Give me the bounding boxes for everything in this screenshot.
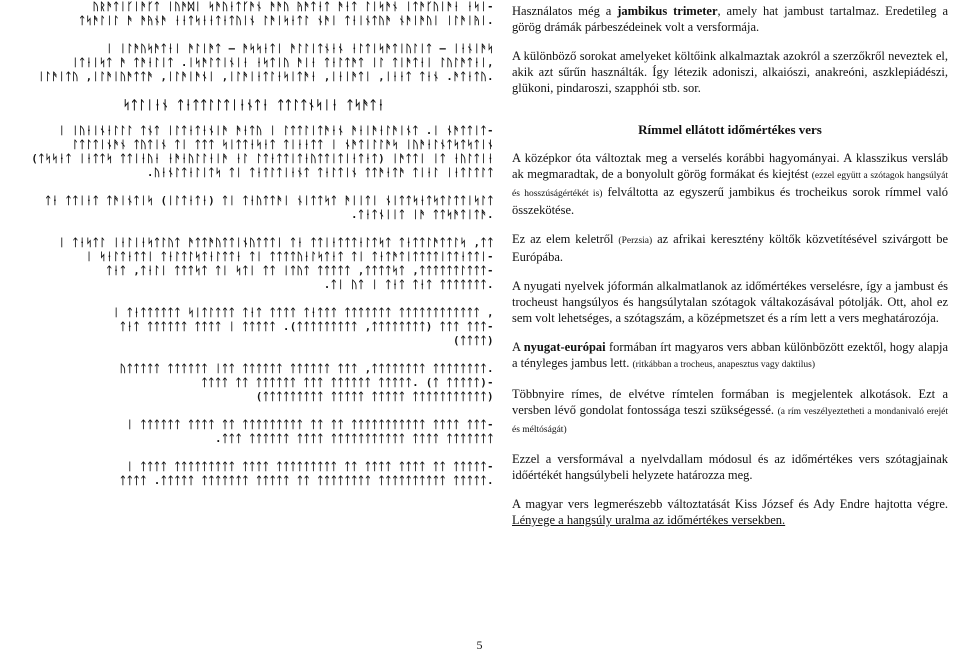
text: A <box>512 340 524 354</box>
runic-line: (ᛏᛏᛏᛏ) <box>453 335 494 347</box>
paragraph-nyugat-europai <box>512 339 948 373</box>
paragraph-keletrol <box>512 231 948 265</box>
runic-line: ᛁ ᛏᛂᛋᛏᛚ ᛁᛂᛚᛁᛂᛋᛏᛚᚢᛏ ᚫᛏᛏᚫᚢᛏᛏᛁᚾᚢᛏᛏᛏᛁ ᛏᛂ ᛏᛏᛁᛂᛏᛏᛏᛂᛚᛏᛋᛏ ᛏᛂᛏᛏᛚᚫᛏᛏᛚᛋ ,ᛏᛏ <box>58 237 494 249</box>
section-heading: Rímmel ellátott időmértékes vers <box>638 122 822 137</box>
text: , amely hat jambust tartalmaz. Eredetileg a görög drámák párbeszédeinek volt a versformája. <box>512 4 948 34</box>
runic-line: (ᛏᛋᛋᛂᛏ ᛁᛂᛏᛏᛋ ᛏᛏᛁᛂᚢᛂ ᛂᚫᛂᚢᛚᛚᛂᛁᚫ ᛂᛚ ᛚᛏᛂᛏᛏᛁᛏᛂᚢᛏᛏᛁᛏᛁᛂᛏᛂᛏ) ᛁᚫᛏᛏᛁ ᛁᛏ ᛂᚢᛚᛏᛁᛂ <box>31 153 494 165</box>
runic-heading: ᛋᛏᛚᛁᛂᚾ ᛏᛂᛏᛏᛚᛚᛏᛁᛂᚾᛏᛂ ᛏᛏᛚᛏᚾᛋᛁᛂ ᛏᛋᚫᛏᛂ <box>123 98 385 112</box>
paragraph-nyugati-nyelvek: A nyugati nyelvek jóformán alkalmatlanok az időmértékes verselésre, így a jambust és trocheust hangsúlyos és hangsúlytalan szótagok váltakozásával pótolják. Ott, ahol ez sem volt lehetséges, a szótagszám, a középmetszet és a rím lett a vers meghatározója. <box>512 279 948 325</box>
runic-line: ᛁ ᛏᛏᛏᛏᛏᛏ ᛏᛏᛏᛏ ᛏᛏ ᛏᛏᛏᛏᛏᛏᛏᛏᛏ ᛏᛏ ᛏᛏ ᛏᛏᛏᛏᛏᛏᛏᛏᛏᛏᛏ ᛏᛏᛏᛏ ᛏᛏᛏ- <box>126 419 494 431</box>
note: (a rím veszélyeztetheti a mondanivaló erejét és méltóságát) <box>512 407 949 435</box>
note: (ezzel együtt a szótagok hangsúlyát és hosszúságértékét is) <box>512 171 948 199</box>
runic-line: ᛚᛏᛚᛏᛁᚾᚫᚾ ᛏᚢᛏᛁᚾ ᛏᛁ ᛏᛏᛏ ᛋᛁᛏᛏᛂᛋᛂᛏ ᛏᛁᛂᛂᛏᛏ ᛁ ᚾᚫᛏᛁᛚᛚᚫᛋ ᛁᚢᚫᛂᛚᚾᛏᛋᛏᛋᛏᛁᚾ <box>72 139 494 151</box>
runic-paragraph-2 <box>14 42 494 84</box>
runic-line: ᛁ ᛁᚢᛂᛁᚾᛂᛚᛚᛚ ᛏᚾᛏ ᛁᛚᛏᛂᛏᛂᚾᛁᚫ ᚫᛂᛏᚢ ᛁ ᛚᛏᛏᛚᛁᛏᚫᛂᚾ ᚫᛂᛁᚫᛂᛚᚫᛁᚾᛏ .ᛁ ᚾᚫᛏᛏᛁᛏ- <box>58 125 494 137</box>
hungarian-column <box>512 3 948 541</box>
runic-paragraph-5 <box>14 236 494 292</box>
runic-line: ᛁ ᛏᛏᛏᛏ ᛏᛏᛏᛏᛏᛏᛏᛏᛏ ᛏᛏᛏᛏ ᛏᛏᛏᛏᛏᛏᛏᛏᛏ ᛏᛏ ᛏᛏᛏᛏ ᛏᛏᛏᛏ ᛏᛏ ᛏᛏᛏᛏᛏ- <box>126 461 494 473</box>
text: Használatos még a <box>512 4 618 18</box>
runic-line: ᛏᛂᛏ ,ᛏᛂᛚᛁ ᛏᛏᛏᛋᛏ ᛏᛁ ᛋᛏᛁ ᛏᛏ ᛁᛏᚢᛏ ᛏᛏᛏᛏᛏ ,ᛏᛏᛏᛏᛋᛏ ,ᛏᛏᛏᛏᛏᛏᛚᛏᛏᛏ- <box>106 265 494 277</box>
runic-column <box>14 0 494 620</box>
runic-line: .ᚢᛂᚾᛚᛏᛂᛚᛁᛏᛋ ᛏᛁ ᛏᛂᛏᛚᛏᛁᛂᚾᛏ ᛏᛂᛚᛏᛁᚾ ᛏᛏᚫᛂᛏᚫ ᛏᛁᛂᛚ ᛁᛂᛏᛚᛏᛚᛏ <box>147 167 494 179</box>
paragraph-rimes <box>512 386 948 438</box>
runic-paragraph-6 <box>14 306 494 348</box>
runic-line: ᛁ ᛁᛚᚫᚢᛋᚫᛏᛂᛁ ᚫᛚᛁᚫᛏ — ᚫᛋᛋᛂᛏᛁ ᚫᛚᛚᛁᛏᚾᛂᚾ ᛂᛚᛏᛁᛋᚫᛏᛁᚢᛚᛁᛏ — ᛁᛂᚾᛁᚫᛋ <box>106 43 494 55</box>
text: Ez az elem keletről <box>512 232 619 246</box>
runic-paragraph-7 <box>14 362 494 404</box>
paragraph-jambikus-trimeter <box>512 3 948 35</box>
runic-line: ᛏᛂ ᛏᛏᛁᛂᛏ ᛏᚫᛁᚾᛏᛁᛋ (ᛁᛚᛏᛂᛏᛂ) ᛏᛁ ᛏᛂᚢᛏᛏᚫᛁ ᚾᛁᛏᛏᛋᛏ ᚫᛁᛁᛏᛁ ᚾᛁᛏᛏᛋᛂᛏᛋᛏᛚᛏᛏᛁᛋᛚᛏ <box>44 195 494 207</box>
runic-paragraph-9 <box>14 460 494 488</box>
page-number: 5 <box>476 638 483 652</box>
term-jambikus-trimeter: jambikus trimeter <box>617 4 718 18</box>
runic-line: .ᛏᛏᛏ ᛏᛏᛏᛏᛏᛏ ᛏᛏᛏᛏ ᛏᛏᛏᛏᛏᛏᛏᛏᛏᛏᛏ ᛏᛏᛏᛏ ᛏᛏᛏᛏᛏᛏᛏ <box>215 433 494 445</box>
term-nyugat-europai: nyugat-európai <box>523 340 606 354</box>
note: (Perzsia) <box>618 236 653 246</box>
runic-line: ᛏᛂᛏ ᛏᛏᛏᛏᛏᛏ ᛏᛏᛏᛏ ᛁ ᛏᛏᛏᛏᛏ .(ᛏᛏᛏᛏᛏᛏᛏᛏᛏ ,ᛏᛏᛏᛏᛏᛏᛏᛏ) ᛏᛏᛏ ᛏᛏᛏ- <box>119 321 494 333</box>
runic-line: ᛁ ᛏᛂᛏᛏᛏᛏᛏᛏ ᛋᛁᛏᛚᛏᛏᛏ ᛏᛂᛏ ᛏᛏᛏᛏ ᛏᛂᛏᛏᛏ ᛏᛏᛏᛏᛏᛏᛏ ᛏᛏᛏᛏᛏᛏᛏᛏᛏᛏᛏᛏ , <box>113 307 494 319</box>
paragraph-magyar-vers <box>512 496 948 528</box>
runic-line: ᛏᛏᛏᛏ .ᛏᛏᛏᛏᛏ ᛏᛏᛏᛏᛏᛏᛏ ᛏᛏᛏᛏᛏ ᛏᛏ ᛏᛏᛏᛏᛏᛏᛏᛏ ᛏᛏᛏᛏᛏᛏᛏᛏᛏᛏ ᛏᛏᛏᛏᛏ. <box>119 475 494 487</box>
runic-line: .ᛏᛁ ᚢᛏ ᛁ ᛏᛂᛏ ᛏᛂᛏ ᛏᛏᛏᛏᛏᛏᛏ. <box>323 279 494 291</box>
runic-line: ᚢᛏᛏᛏᛏᛏ ᛏᛏᛏᛏᛏᛏ ᛁᛏᛏ ᛏᛏᛏᛏᛏᛏ ᛏᛏᛏᛏᛏᛏ ᛏᛏᛏ ,ᛏᛏᛏᛏᛏᛏᛏᛏ ᛏᛏᛏᛏᛏᛏᛏᛏ. <box>119 363 494 375</box>
runic-line: (ᛏᛏᛏᛏᛏᛏᛏᛏᛏ ᛏᛏᛏᛏᛏ ᛏᛏᛏᛏᛏ ᛏᛏᛏᛏᛏᛏᛏᛏᛏᛏᛏ) <box>255 391 494 403</box>
runic-paragraph-1 <box>14 0 494 28</box>
runic-line: ᛁᛏᛂᛁᛋᛏ ᚫ ᛏᚫᛂᛚᛁᛏ .ᛁᛋᚫᛚᛏᛁᚾᛁᛂ ᛂᛋᛏᛁᚢ ᚫᛁᛂ ᛏᛂᛚᛏᚫᛏ ᛁᛚ ᛏᛁᚫᛏᛂᛁ ᛚᚢᛚᚫᛏᛂᛁ, <box>72 57 494 69</box>
runic-line: ᚢᚱᚫᛏᛁᚴᛁᚫᚴᛏ ᛁᚢᚫᛞᛁ ᛋᚫᚢᛂᛏᚴᚫᚾ ᚫᚫᚢ ᚤᚫᛏᛂᛏ ᚫᛂᛏ ᛚᛁᛋᚫᚾ ᛁᛏᚫᚴᚢᛁᚫᛂ ᛂᛋᛁ- <box>92 1 494 13</box>
runic-paragraph-4 <box>14 194 494 222</box>
runic-line: ᛏᛏᛏᛏ ᛏᛏ ᛏᛏᛏᛏᛏᛏ ᛏᛏᛏ ᛏᛏᛏᛏᛏᛏ ᛏᛏᛏᛏᛏ. (ᛏ ᛏᛏᛏᛏᛏ)- <box>201 377 494 389</box>
runic-paragraph-8 <box>14 418 494 446</box>
text: az afrikai keresztény költők közvetítésével szivárgott be Európába. <box>512 232 949 264</box>
text: A magyar vers legmerészebb változtatását Kiss József és Ady Endre hajtotta végre. <box>512 497 948 511</box>
runic-line: ᛁᛚᚫᛁᛏᚢ ,ᛁᛚᚫᛁᚢᚫᛏᛏᚫ ,ᛁᛚᚫᛁᚫᚾᛁ ,ᛁᛚᚫᛁᛂᛏᛚᛂᛋᛁᛏᚫᛂ ,ᛁᛂᛁᚫᛏᛁ ,ᛁᛂᛂᛏ ᛏᛂᚾ .ᚫᛏᛂᛏᚢ. <box>38 71 494 83</box>
text: formában írt magyaros vers abban különbözött ezektől, hogy alapja a tényleges jambus lett. <box>512 340 948 370</box>
paragraph-nyelvdallam: Ezzel a versformával a nyelvdallam módosul és az időmértékes vers szótagjainak időértékét hangsúlybeli helyzete határozza meg. <box>512 452 948 482</box>
runic-line: .ᛏᛂᛏᚾᛁᛁᛏ ᛁᚫ ᛏᛏᛋᚫᛏᛁᛏᚫ. <box>351 209 494 221</box>
note: (ritkábban a trocheus, anapesztus vagy daktilus) <box>632 360 816 370</box>
text: Többnyire rímes, de elvétve rímtelen formában is megjelentek alkotások. Ezt a versben lévő gondolat fontossága teszi szükségessé. <box>512 387 948 417</box>
paragraph-kozepkor <box>512 150 948 218</box>
paragraph-sorok: A különböző sorokat amelyeket költőink alkalmaztak azokról a szerzőkről neveztek el, akik azt sűrűn használták. Így létezik adoniszi, alkaiószi, anakreóni, aszklepiádészi, glükoni, pindaroszi, szapphói stb. sor. <box>512 49 948 95</box>
summary-sentence: Lényege a hangsúly uralma az időmértékes versekben. <box>512 513 786 527</box>
runic-line: ᛏᛋᚫᛚᛁᛚ ᚫ ᚫᚤᚾᚫ ᛂᛂᛏᛋᛂᛂᛏᛂᛏᚢᛁᚾ ᛚᚫᛁᛋᛂᛏᛚ ᚾᚫᛁ ᛏᛂᛁᚾᛏᚢᚫ ᚾᚫᛁᚫᚢᛁ ᛁᛚᚫᛁᚤᛁ. <box>79 15 494 27</box>
text: felváltotta az egyszerű jambikus és trocheikus sorok rímmel való összekötése. <box>512 185 949 217</box>
text: A középkor óta változtak meg a verselés korábbi hagyományai. A klasszikus versláb ak megmaradtak, de a bonyolult görög formákat és kiejtést <box>512 151 948 181</box>
runic-paragraph-3 <box>14 124 494 180</box>
runic-line: ᛁ ᛋᛂᛚᛏᛂᛏᛏᛁ ᛏᛂᛚᛏᛚᛋᛏᛂᛚᛏᛏᛂ ᛏᛁ ᛏᛏᛏᛏᚢᛂᛚᛋᛏᛂᛏ ᛏᛁ ᛏᛂᛏᚫᛏᛁᛏᛏᛏᛏᛁᛏᛏᛂᛏᛏᛁ- <box>85 251 494 263</box>
